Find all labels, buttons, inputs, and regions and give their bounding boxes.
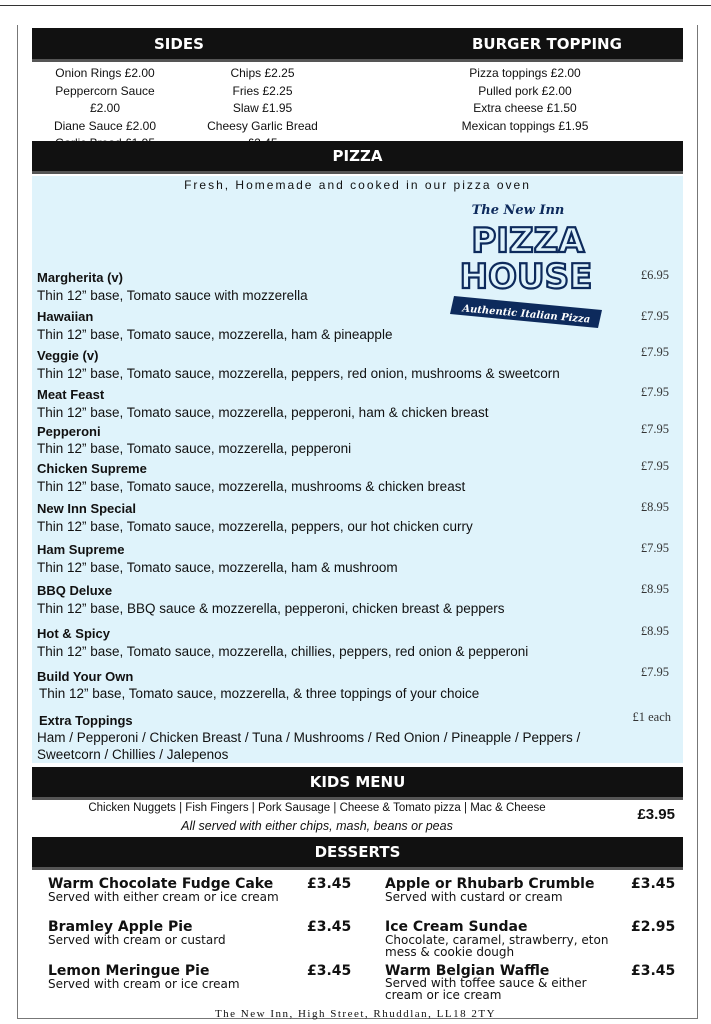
kids-price: £3.95 xyxy=(637,806,675,823)
pizza-desc-margherita: Thin 12” base, Tomato sauce with mozzerella xyxy=(37,288,308,303)
kids-menu-note: All served with either chips, mash, beans or peas xyxy=(181,819,453,833)
burger-topping-item: Pulled pork £2.00 xyxy=(478,83,572,98)
burger-topping-heading: BURGER TOPPING xyxy=(472,34,622,53)
dessert-desc: cream or ice cream xyxy=(385,988,502,1002)
dessert-desc: Served with either cream or ice cream xyxy=(48,890,279,904)
dessert-desc: Served with cream or custard xyxy=(48,933,226,947)
extra-toppings-line-1: Ham / Pepperoni / Chicken Breast / Tuna / Mushrooms / Red Onion / Pineapple / Peppers / xyxy=(37,730,581,745)
dessert-price: £3.45 xyxy=(307,876,352,892)
pizza-desc-new-inn-special: Thin 12” base, Tomato sauce, mozzerella, peppers, our hot chicken curry xyxy=(37,519,473,534)
pizza-name-build-your-own: Build Your Own xyxy=(37,669,134,684)
pizza-price-hot-spicy: £8.95 xyxy=(640,624,669,638)
side-item: Diane Sauce £2.00 xyxy=(53,118,157,133)
sides-header-bar xyxy=(32,28,683,62)
pizza-price-build-your-own: £7.95 xyxy=(640,665,669,679)
pizza-name-new-inn-special: New Inn Special xyxy=(37,501,136,516)
logo-pizza-text: PIZZA xyxy=(471,221,585,261)
pizza-desc-build-your-own: Thin 12” base, Tomato sauce, mozzerella, & three toppings of your choice xyxy=(39,686,480,701)
pizza-name-meat-feast: Meat Feast xyxy=(37,387,105,402)
dessert-name: Warm Chocolate Fudge Cake xyxy=(48,876,274,892)
pizza-name-pepperoni: Pepperoni xyxy=(37,424,101,439)
dessert-name: Lemon Meringue Pie xyxy=(48,963,210,979)
pizza-price-ham-supreme: £7.95 xyxy=(640,541,669,555)
dessert-desc: Served with custard or cream xyxy=(385,890,563,904)
dessert-name: Bramley Apple Pie xyxy=(48,919,193,935)
pizza-name-margherita: Margherita (v) xyxy=(37,270,123,285)
burger-topping-item: Extra cheese £1.50 xyxy=(473,101,577,116)
side-item: Chips £2.25 xyxy=(230,66,295,80)
pizza-desc-pepperoni: Thin 12” base, Tomato sauce, mozzerella, pepperoni xyxy=(37,441,352,456)
pizza-header-bar xyxy=(32,141,683,174)
top-rule xyxy=(0,0,711,6)
pizza-desc-ham-supreme: Thin 12” base, Tomato sauce, mozzerella, ham & mushroom xyxy=(37,560,398,575)
pizza-desc-hawaiian: Thin 12” base, Tomato sauce, mozzerella, ham & pineapple xyxy=(37,327,393,342)
dessert-price: £3.45 xyxy=(631,963,676,979)
pizza-house-logo xyxy=(448,196,608,328)
pizza-name-veggie: Veggie (v) xyxy=(37,348,99,363)
pizza-price-hawaiian: £7.95 xyxy=(640,309,669,323)
dessert-desc: mess & cookie dough xyxy=(385,945,515,959)
logo-top-text: The New Inn xyxy=(471,203,565,218)
pizza-desc-veggie: Thin 12” base, Tomato sauce, mozzerella, peppers, red onion, mushrooms & sweetcorn xyxy=(37,366,560,381)
side-item: Fries £2.25 xyxy=(232,83,293,98)
kids-header-bar xyxy=(32,767,683,800)
sides-column-2 xyxy=(195,65,330,153)
pizza-name-hawaiian: Hawaiian xyxy=(37,309,94,324)
dessert-price: £2.95 xyxy=(631,919,676,935)
desserts-heading: DESSERTS xyxy=(314,843,401,861)
pizza-price-margherita: £6.95 xyxy=(640,268,669,282)
pizza-price-veggie: £7.95 xyxy=(640,345,669,359)
pizza-price-pepperoni: £7.95 xyxy=(640,422,669,436)
dessert-price: £3.45 xyxy=(307,919,352,935)
pizza-desc-meat-feast: Thin 12” base, Tomato sauce, mozzerella, pepperoni, ham & chicken breast xyxy=(37,405,489,420)
pizza-heading: PIZZA xyxy=(332,147,383,165)
dessert-name: Warm Belgian Waffle xyxy=(385,963,550,979)
pizza-price-chicken-supreme: £7.95 xyxy=(640,459,669,473)
logo-house-text: HOUSE xyxy=(459,257,593,297)
desserts-header-bar xyxy=(32,837,683,870)
side-item: Slaw £1.95 xyxy=(232,101,293,116)
pizza-name-hot-spicy: Hot & Spicy xyxy=(37,626,110,641)
kids-heading: KIDS MENU xyxy=(309,773,406,791)
burger-topping-item: Mexican toppings £1.95 xyxy=(461,118,589,133)
pizza-desc-hot-spicy: Thin 12” base, Tomato sauce, mozzerella, chillies, peppers, red onion & pepperoni xyxy=(37,644,529,659)
burger-topping-item: Pizza toppings £2.00 xyxy=(469,66,581,80)
sides-heading: SIDES xyxy=(154,34,204,53)
pizza-desc-bbq-deluxe: Thin 12” base, BBQ sauce & mozzerella, pepperoni, chicken breast & peppers xyxy=(37,601,505,616)
extra-toppings-line-2: Sweetcorn / Chillies / Jalepenos xyxy=(37,747,229,762)
dessert-price: £3.45 xyxy=(631,876,676,892)
pizza-name-chicken-supreme: Chicken Supreme xyxy=(37,461,147,476)
burger-toppings-list xyxy=(450,65,600,135)
pizza-name-bbq-deluxe: BBQ Deluxe xyxy=(37,583,113,598)
pizza-tagline: Fresh, Homemade and cooked in our pizza oven xyxy=(184,178,531,192)
kids-menu-items: Chicken Nuggets | Fish Fingers | Pork Sausage | Cheese & Tomato pizza | Mac & Cheese xyxy=(88,802,546,814)
pizza-name-ham-supreme: Ham Supreme xyxy=(37,542,125,557)
side-item: Onion Rings £2.00 xyxy=(55,66,155,80)
extra-toppings-title: Extra Toppings xyxy=(39,713,133,728)
pizza-desc-chicken-supreme: Thin 12” base, Tomato sauce, mozzerella, mushrooms & chicken breast xyxy=(37,479,466,494)
pizza-price-bbq-deluxe: £8.95 xyxy=(640,582,669,596)
dessert-desc: Chocolate, caramel, strawberry, eton xyxy=(385,933,609,947)
side-item: Cheesy Garlic Bread xyxy=(207,118,318,133)
dessert-name: Ice Cream Sundae xyxy=(385,919,528,935)
logo-banner-text: Authentic Italian Pizza xyxy=(461,303,591,326)
dessert-name: Apple or Rhubarb Crumble xyxy=(385,876,595,892)
pizza-price-new-inn-special: £8.95 xyxy=(640,500,669,514)
side-item: Peppercorn Sauce £2.00 xyxy=(55,83,155,116)
sides-column-1 xyxy=(40,65,170,153)
dessert-desc: Served with toffee sauce & either xyxy=(385,976,587,990)
extra-toppings-price: £1 each xyxy=(632,710,671,724)
dessert-desc: Served with cream or ice cream xyxy=(48,977,240,991)
dessert-price: £3.45 xyxy=(307,963,352,979)
footer-address: The New Inn, High Street, Rhuddlan, LL18 2TY xyxy=(214,1008,497,1020)
pizza-price-meat-feast: £7.95 xyxy=(640,385,669,399)
